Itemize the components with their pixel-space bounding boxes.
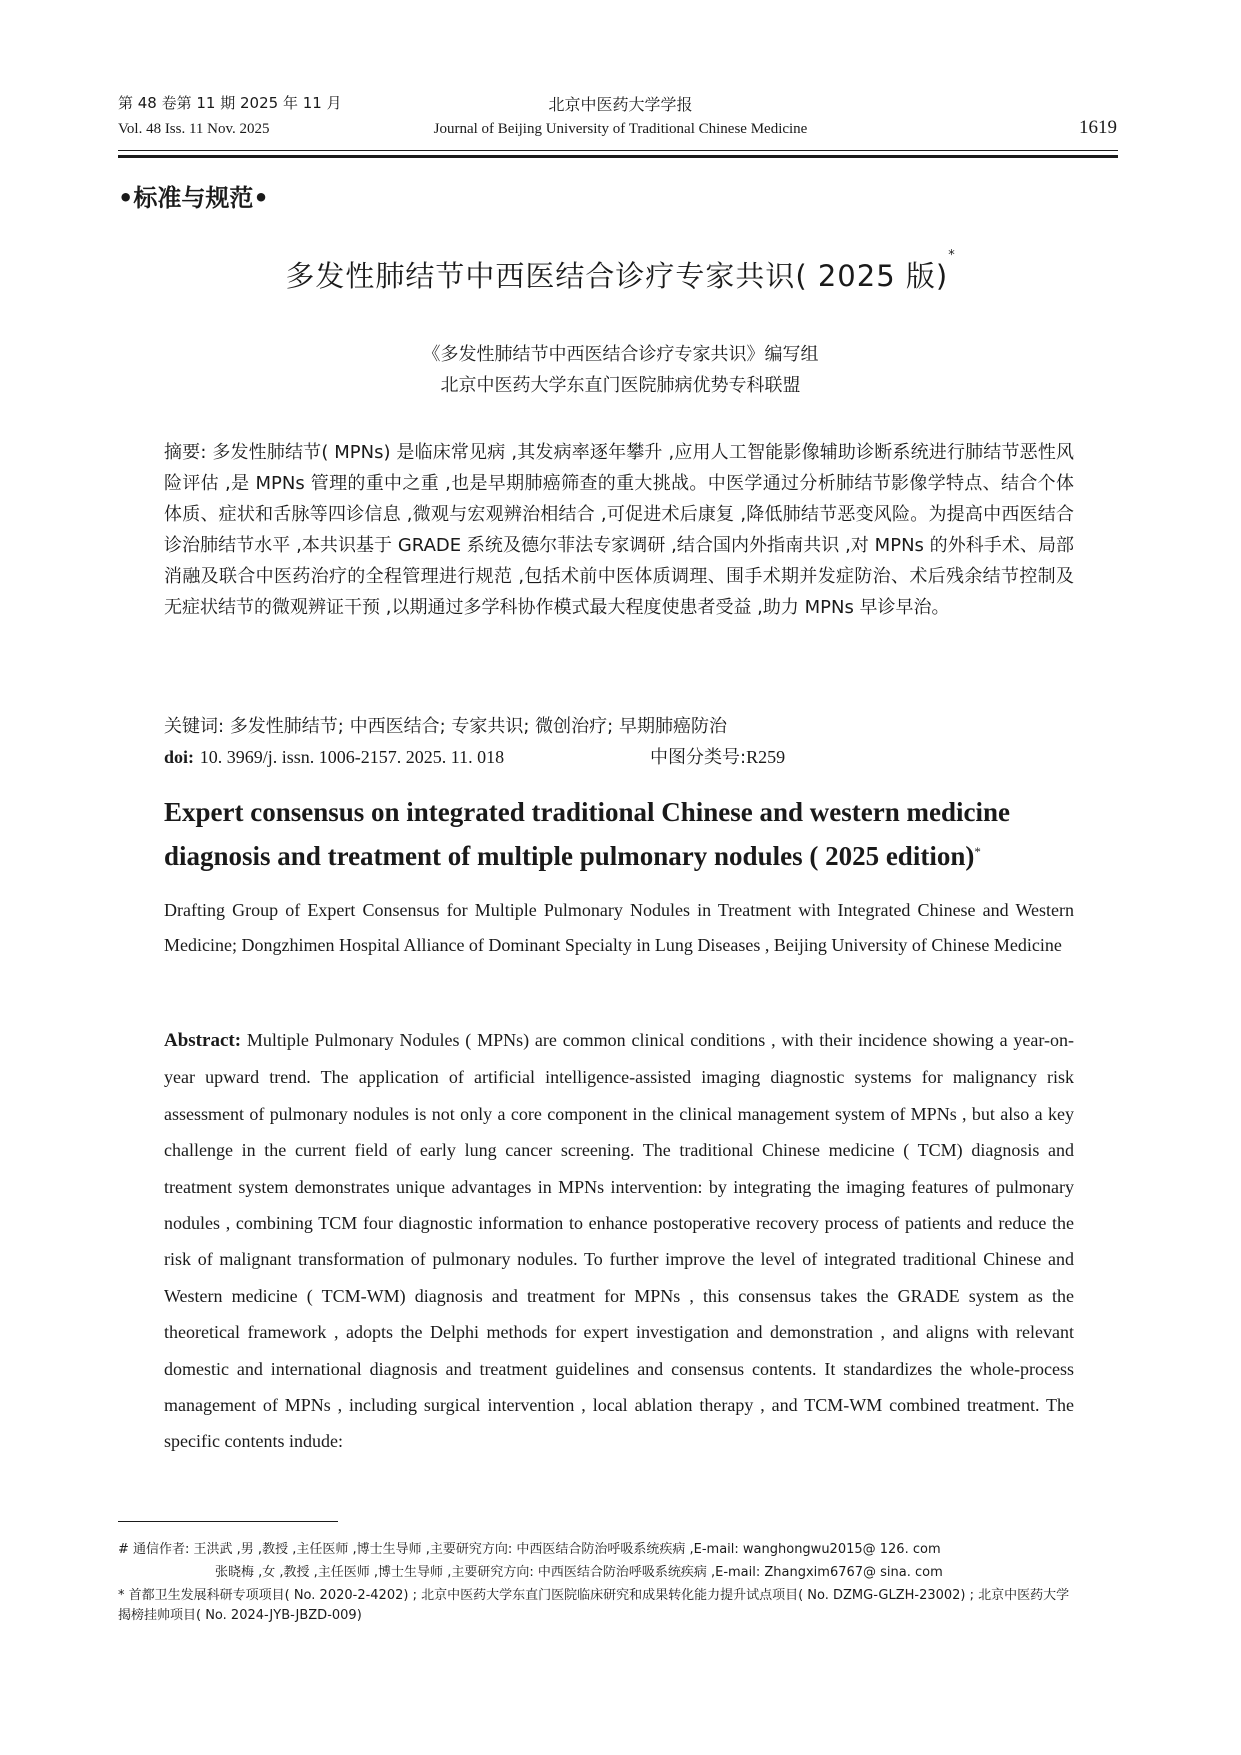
keywords-cn [164, 711, 1074, 742]
doi-value: 10. 3969/j. issn. 1006-2157. 2025. 11. 018 [199, 747, 505, 767]
footnote-funding: * 首都卫生发展科研专项项目( No. 2020-2-4202) ; 北京中医药大学东直门医院临床研究和成果转化能力提升试点项目( No. DZMG-GLZH-23002) ; 北京中医药大学揭榜挂帅项目( No. 2024-JYB-JBZD-009) [118, 1588, 1070, 1623]
footnote-corresponding-1: # 通信作者: 王洪武 ,男 ,教授 ,主任医师 ,博士生导师 ,主要研究方向: 中西医结合防治呼吸系统疾病 ,E-mail: wanghongwu2015@ 126. com [118, 1542, 941, 1557]
title-en-footnote-mark: * [974, 844, 981, 859]
clc-code [650, 742, 785, 773]
header-journal-cn: 北京中医药大学学报 [548, 95, 693, 114]
affiliation-en: Drafting Group of Expert Consensus for Multiple Pulmonary Nodules in Treatment with Integrated Chinese and Western Medicine; Dongzhimen Hospital Alliance of Dominant Specialty in Lung Diseases , Beijing University of Chinese Medicine [164, 900, 1074, 955]
footnote-corresponding-2: 张晓梅 ,女 ,教授 ,主任医师 ,博士生导师 ,主要研究方向: 中西医结合防治呼吸系统疾病 ,E-mail: Zhangxim6767@ sina. com [215, 1565, 943, 1580]
header-rule-thin [118, 150, 1118, 151]
doi-line [164, 742, 1074, 773]
section-label: •标准与规范• [118, 184, 269, 212]
title-cn-text: 多发性肺结节中西医结合诊疗专家共识( 2025 版) [285, 259, 949, 293]
header-issue-en: Vol. 48 Iss. 11 Nov. 2025 [118, 121, 270, 137]
header-journal-en: Journal of Beijing University of Traditional Chinese Medicine [433, 121, 808, 137]
keywords-cn-label: 关键词: [164, 716, 225, 737]
doi-label: doi: [164, 747, 195, 767]
abstract-en-label: Abstract: [164, 1030, 242, 1051]
abstract-cn [164, 437, 1074, 623]
header-rule-thick [118, 155, 1118, 158]
abstract-en-text: Multiple Pulmonary Nodules ( MPNs) are common clinical conditions , with their incidence showing a year-on-year upward trend. The application of artificial intelligence-assisted imaging diagnostic systems for malignancy risk assessment of pulmonary nodules is not only a core component in the clinical management system of MPNs , but also a key challenge in the current field of early lung cancer screening. The traditional Chinese medicine ( TCM) diagnosis and treatment system demonstrates unique advantages in MPNs intervention: by integrating the imaging features of pulmonary nodules , combining TCM four diagnostic information to enhance postoperative recovery process of patients and reduce the risk of malignant transformation of pulmonary nodules. To further improve the level of integrated traditional Chinese and Western medicine ( TCM-WM) diagnosis and treatment for MPNs , this consensus takes the GRADE system as the theoretical framework , adopts the Delphi methods for expert investigation and demonstration , and aligns with relevant domestic and international diagnosis and treatment guidelines and consensus contents. It standardizes the whole-process management of MPNs , including surgical intervention , local ablation therapy , and TCM-WM combined treatment. The specific contents indude: [164, 1030, 1074, 1452]
author-group: 《多发性肺结节中西医结合诊疗专家共识》编写组 [422, 344, 819, 365]
title-en-text: Expert consensus on integrated traditional Chinese and western medicine diagnosis and treatment of multiple pulmonary nodules ( 2025 edition) [164, 797, 1010, 871]
keywords-cn-text: 多发性肺结节; 中西医结合; 专家共识; 微创治疗; 早期肺癌防治 [229, 716, 727, 737]
author-affiliation: 北京中医药大学东直门医院肺病优势专科联盟 [440, 375, 801, 396]
title-cn [0, 248, 1241, 295]
footnote-rule [118, 1521, 338, 1522]
page-number: 1619 [1079, 117, 1117, 138]
abstract-cn-label: 摘要: [164, 442, 207, 463]
header-issue-cn: 第 48 卷第 11 期 2025 年 11 月 [118, 94, 342, 112]
abstract-cn-text: 多发性肺结节( MPNs) 是临床常见病 ,其发病率逐年攀升 ,应用人工智能影像辅助诊断系统进行肺结节恶性风险评估 ,是 MPNs 管理的重中之重 ,也是早期肺癌筛查的重大挑战。中医学通过分析肺结节影像学特点、结合个体体质、症状和舌脉等四诊信息 ,微观与宏观辨治相结合 ,可促进术后康复 ,降低肺结节恶变风险。为提高中西医结合诊治肺结节水平 ,本共识基于 GRADE 系统及德尔菲法专家调研 ,结合国内外指南共识 ,对 MPNs 的外科手术、局部消融及联合中医药治疗的全程管理进行规范 ,包括术前中医体质调理、围手术期并发症防治、术后残余结节控制及无症状结节的微观辨证干预 ,以期通过多学科协作模式最大程度使患者受益 ,助力 MPNs 早诊早治。 [164, 442, 1074, 618]
clc-label: 中图分类号: [650, 747, 747, 768]
clc-value: R259 [746, 747, 786, 767]
title-en [164, 790, 1084, 878]
title-cn-footnote-mark: * [948, 248, 956, 263]
abstract-en [164, 1022, 1074, 1460]
